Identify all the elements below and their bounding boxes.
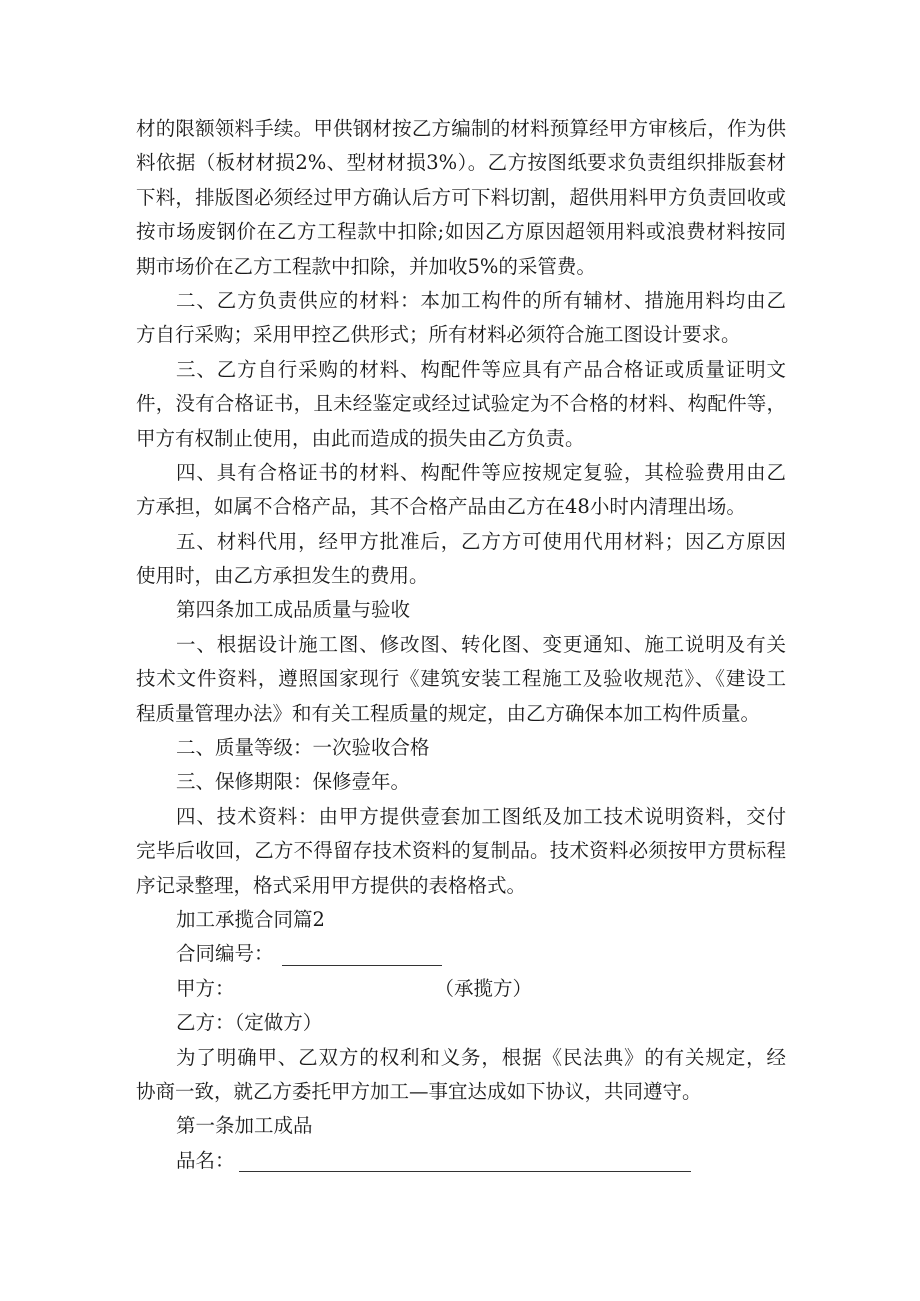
text-line: 四、具有合格证书的材料、构配件等应按规定复验，其检验费用由乙 (176, 460, 786, 484)
contract-number-blank (282, 943, 442, 966)
text-line: 材的限额领料手续。甲供钢材按乙方编制的材料预算经甲方审核后，作为供 (136, 117, 786, 140)
text-line: 二、乙方负责供应的材料：本加工构件的所有辅材、措施用料均由乙 (176, 288, 786, 312)
text-line: 下料，排版图必须经过甲方确认后方可下料切割，超供用料甲方负责回收或 (136, 185, 786, 209)
text-line: 方承担，如属不合格产品，其不合格产品由乙方在48小时内清理出场。 (136, 495, 746, 519)
party-a-label: 甲方： (176, 976, 235, 1000)
text-line: 完毕后收回，乙方不得留存技术资料的复制品。技术资料必须按甲方贯标程 (136, 839, 786, 863)
text-line: 件，没有合格证书，且未经鉴定或经过试验定为不合格的材料、构配件等， (136, 392, 786, 416)
text-line: 一、根据设计施工图、修改图、转化图、变更通知、施工说明及有关 (176, 632, 786, 656)
text-line: 技术文件资料，遵照国家现行《建筑安装工程施工及验收规范》、《建设工 (136, 667, 786, 691)
product-name-label: 品名： (176, 1148, 235, 1172)
text-line: 三、乙方自行采购的材料、构配件等应具有产品合格证或质量证明文 (176, 357, 786, 381)
text-line: 使用时，由乙方承担发生的费用。 (136, 564, 429, 588)
product-name-row (136, 1144, 786, 1178)
text-line: 料依据（板材材损2%、型材材损3%）。乙方按图纸要求负责组织排版套材 (136, 151, 786, 175)
contract-number-label: 合同编号： (176, 942, 274, 966)
text-line: 三、保修期限：保修壹年。 (176, 770, 411, 794)
product-name-blank (239, 1149, 691, 1172)
section-heading: 第一条加工成品 (176, 1114, 313, 1138)
text-line: 甲方有权制止使用，由此而造成的损失由乙方负责。 (136, 426, 585, 450)
text-line: 期市场价在乙方工程款中扣除，并加收5%的采管费。 (136, 254, 596, 278)
section-heading: 第四条加工成品质量与验收 (176, 598, 411, 622)
text-line: 二、质量等级：一次验收合格 (176, 736, 430, 760)
text-line: 序记录整理，格式采用甲方提供的表格格式。 (136, 873, 527, 897)
text-line: 按市场废钢价在乙方工程款中扣除;如因乙方原因超领用料或浪费材料按同 (136, 220, 786, 244)
party-a-row (136, 972, 786, 1006)
party-b-row: 乙方：（定做方） (176, 1011, 323, 1035)
document-page (136, 112, 786, 1178)
text-line: 为了明确甲、乙双方的权利和义务，根据《民法典》的有关规定，经 (176, 1045, 786, 1069)
contract-title: 加工承揽合同篇2 (176, 907, 325, 931)
text-line: 协商一致，就乙方委托甲方加工—事宜达成如下协议，共同遵守。 (136, 1079, 702, 1103)
contract-number-row (136, 937, 786, 971)
text-line: 方自行采购；采用甲控乙供形式；所有材料必须符合施工图设计要求。 (136, 323, 741, 347)
text-line: 四、技术资料：由甲方提供壹套加工图纸及加工技术说明资料，交付 (176, 804, 786, 828)
party-a-role: （承揽方） (434, 976, 533, 1000)
text-line: 程质量管理办法》和有关工程质量的规定，由乙方确保本加工构件质量。 (136, 701, 761, 725)
text-line: 五、材料代用，经甲方批准后，乙方方可使用代用材料；因乙方原因 (176, 529, 786, 553)
